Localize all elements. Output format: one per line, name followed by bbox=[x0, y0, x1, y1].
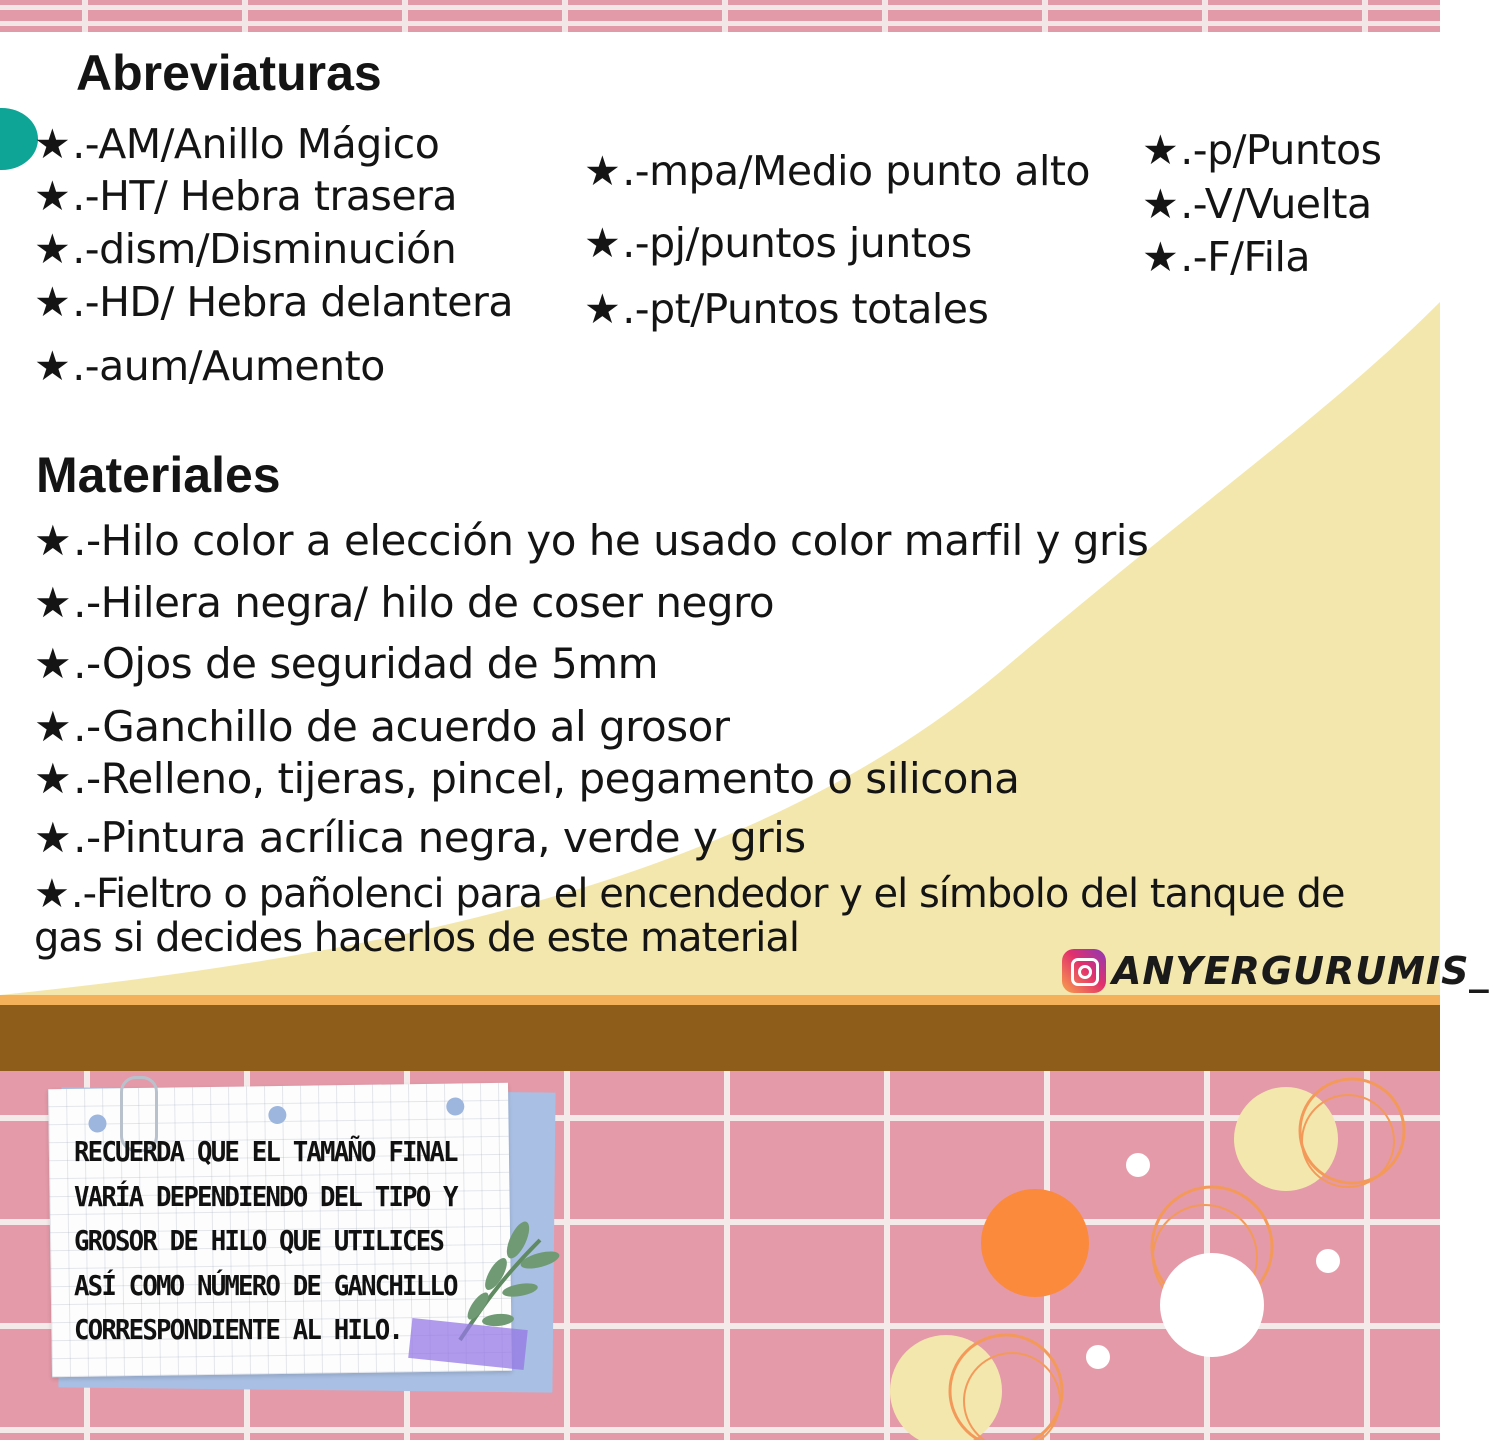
note-line: GROSOR DE HILO QUE UTILICES bbox=[74, 1224, 444, 1257]
material-item: ★.-Hilo color a elección yo he usado color marfil y gris bbox=[34, 516, 1149, 565]
star-icon: ★ bbox=[1142, 180, 1179, 228]
star-icon: ★ bbox=[34, 172, 71, 220]
materiales-title: Materiales bbox=[36, 447, 281, 503]
instagram-icon bbox=[1062, 949, 1106, 993]
star-icon: ★ bbox=[34, 225, 71, 273]
star-icon: ★ bbox=[34, 342, 71, 390]
star-icon: ★ bbox=[34, 120, 71, 168]
material-item: ★.-Ojos de seguridad de 5mm bbox=[34, 639, 659, 688]
abbr-dism: ★.-dism/Disminución bbox=[34, 225, 457, 273]
instagram-handle[interactable] bbox=[1062, 944, 1489, 998]
star-icon: ★ bbox=[34, 702, 72, 751]
star-icon: ★ bbox=[34, 278, 71, 326]
material-item: ★.-Pintura acrílica negra, verde y gris bbox=[34, 813, 806, 862]
note-line: CORRESPONDIENTE AL HILO. bbox=[74, 1313, 403, 1346]
abbr-p: ★.-p/Puntos bbox=[1142, 126, 1382, 174]
star-icon: ★ bbox=[1142, 233, 1179, 281]
star-icon: ★ bbox=[34, 871, 69, 917]
abbr-pt: ★.-pt/Puntos totales bbox=[584, 285, 989, 333]
abbr-f: ★.-F/Fila bbox=[1142, 233, 1310, 281]
star-icon: ★ bbox=[34, 639, 72, 688]
star-icon: ★ bbox=[34, 754, 72, 803]
note-hole bbox=[446, 1097, 464, 1115]
abbr-hd: ★.-HD/ Hebra delantera bbox=[34, 278, 513, 326]
abbr-ht: ★.-HT/ Hebra trasera bbox=[34, 172, 458, 220]
abbr-am: ★.-AM/Anillo Mágico bbox=[34, 120, 440, 168]
star-icon: ★ bbox=[1142, 126, 1179, 174]
star-icon: ★ bbox=[584, 285, 621, 333]
brown-band bbox=[0, 1005, 1440, 1071]
instagram-handle-text: ANYERGURUMIS_ bbox=[1112, 949, 1489, 993]
note-hole bbox=[268, 1106, 286, 1124]
abbr-v: ★.-V/Vuelta bbox=[1142, 180, 1372, 228]
star-icon: ★ bbox=[34, 516, 72, 565]
star-icon: ★ bbox=[34, 578, 72, 627]
note-text bbox=[74, 1130, 497, 1353]
star-icon: ★ bbox=[584, 219, 621, 267]
note-line: RECUERDA QUE EL TAMAÑO FINAL bbox=[74, 1135, 457, 1168]
abbr-aum: ★.-aum/Aumento bbox=[34, 342, 385, 390]
note-line: VARÍA DEPENDIENDO DEL TIPO Y bbox=[74, 1179, 457, 1213]
material-item: ★.-Ganchillo de acuerdo al grosor bbox=[34, 702, 730, 751]
material-item: ★.-Fieltro o pañolenci para el encendedor y el símbolo del tanque de gas si decides hacerlos de este material bbox=[34, 871, 1345, 961]
star-icon: ★ bbox=[34, 813, 72, 862]
star-icon: ★ bbox=[584, 147, 621, 195]
yellow-band bbox=[0, 995, 1440, 1005]
note-line: ASÍ COMO NÚMERO DE GANCHILLO bbox=[74, 1268, 457, 1302]
abbr-pj: ★.-pj/puntos juntos bbox=[584, 219, 972, 267]
tile-pattern-top bbox=[0, 0, 1440, 32]
abreviaturas-title: Abreviaturas bbox=[76, 45, 382, 101]
material-item: ★.-Hilera negra/ hilo de coser negro bbox=[34, 578, 775, 627]
material-item: ★.-Relleno, tijeras, pincel, pegamento o silicona bbox=[34, 754, 1020, 803]
circle-decorations bbox=[880, 1071, 1440, 1440]
abbr-mpa: ★.-mpa/Medio punto alto bbox=[584, 147, 1090, 195]
